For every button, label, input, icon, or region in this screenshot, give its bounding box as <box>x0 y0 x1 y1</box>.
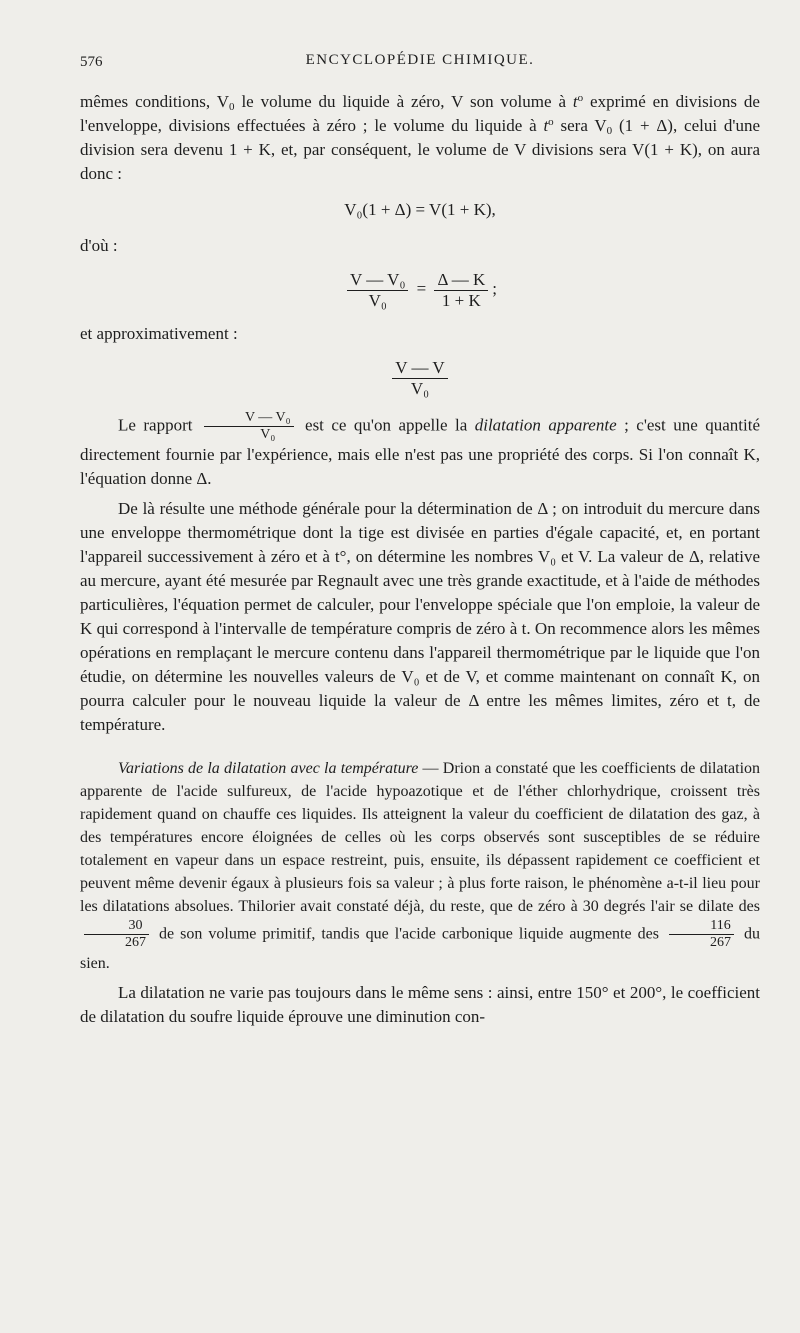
intro-paragraph: mêmes conditions, $V_0$ le volume du liquide à zéro, V son volume à $t^o$ exprimé en divisions de l'enveloppe, divisions effectuées à zéro ; le volume du liquide à $t^o$ sera $V_0$ (1 + Δ), celui d'une division sera devenu 1 + K, et, par conséquent, le volume de V divisions sera V(1 + K), on aura donc : <box>80 92 760 183</box>
fraction-30-267: $\frac{30}{267}$ <box>84 918 149 951</box>
approx-label: et approximativement : <box>80 324 238 344</box>
section-title: Variations de la dilatation avec la température <box>118 760 419 778</box>
equation-2: $\frac{\text{V — V₀}}{\text{V₀}}$ = $\frac{\Delta — K}{1 + K}$ ; <box>80 270 760 310</box>
rapport-fraction: $\frac{\text{V — V₀}}{\text{V₀}}$ <box>204 410 294 443</box>
equation-2-lhs-fraction: $\frac{\text{V — V₀}}{\text{V₀}}$ <box>347 270 408 310</box>
equation-1: V₀(1 + Δ) = V(1 + K), <box>344 200 496 219</box>
equation-3 <box>80 358 760 398</box>
equation-3-fraction: $\frac{V — V}{\text{V₀}}$ <box>392 358 447 398</box>
last-paragraph: La dilatation ne varie pas toujours dans le même sens : ainsi, entre 150° et 200°, le coefficient de dilatation du soufre liquide éprouve une diminution con- <box>80 982 760 1026</box>
rapport-paragraph: Le rapport $\frac{\text{V — V₀}}{\text{V₀}}$ est ce qu'on appelle la dilatation apparente ; c'est une quantité directement fournie par l'expérience, mais elle n'est pas une propriété des corps. Si l'on connaît K, l'équation donne Δ. <box>80 410 760 489</box>
equation-2-rhs-fraction: $\frac{\Delta — K}{1 + K}$ <box>434 270 488 310</box>
dou-label: d'où : <box>80 236 118 255</box>
variations-paragraph: Variations de la dilatation avec la température — Drion a constaté que les coefficients de dilatation apparente de l'acide sulfureux, de l'acide hypoazotique et de l'éther chlorhydrique, croissent très rapidement quand on chauffe ces liquides. Ils atteignent la valeur du coefficient de dilatation des gaz, à des températures encore éloignées de celles où les corps observés sont susceptibles de se réduire totalement en vapeur dans un espace restreint, puis, ensuite, ils dépassent rapidement ce coefficient et peuvent même devenir égaux à plusieurs fois sa valeur ; à plus forte raison, le phénomène a-t-il lieu pour les dilatations absolues. Thilorier avait constaté déjà, du reste, que de zéro à 30 degrés l'air se dilate des $\frac{30}{267}$ de son volume primitif, tandis que l'acide carbonique liquide augmente des $\frac{116}{267}$ du sien. <box>80 760 761 972</box>
page-body <box>80 90 760 1029</box>
method-paragraph: De là résulte une méthode générale pour la détermination de Δ ; on introduit du mercure dans une enveloppe thermométrique dont la tige est divisée en parties d'égale capacité, et, en portant l'appareil successivement à zéro et à t°, on détermine les nombres V₀ et V. La valeur de Δ, relative au mercure, ayant été mesurée par Regnault avec une très grande exactitude, et à l'aide de méthodes particulières, l'équation permet de calculer, pour l'enveloppe spéciale que l'on emploie, la valeur de K qui correspond à l'intervalle de température compris de zéro à t. On recommence alors les mêmes opérations en remplaçant le mercure contenu dans l'appareil thermométrique par le liquide que l'on étudie, on détermine les nouvelles valeurs de V₀ et de V, et comme maintenant on connaît K, on pourra calculer pour le nouveau liquide la valeur de Δ entre les mêmes limites, zéro et t, de température. <box>80 499 760 735</box>
fraction-116-267: $\frac{116}{267}$ <box>669 918 734 951</box>
running-title: ENCYCLOPÉDIE CHIMIQUE. <box>305 52 535 68</box>
term-dilatation-apparente: dilatation apparente <box>474 415 617 435</box>
page-number: 576 <box>80 54 103 70</box>
page-header <box>80 50 760 74</box>
